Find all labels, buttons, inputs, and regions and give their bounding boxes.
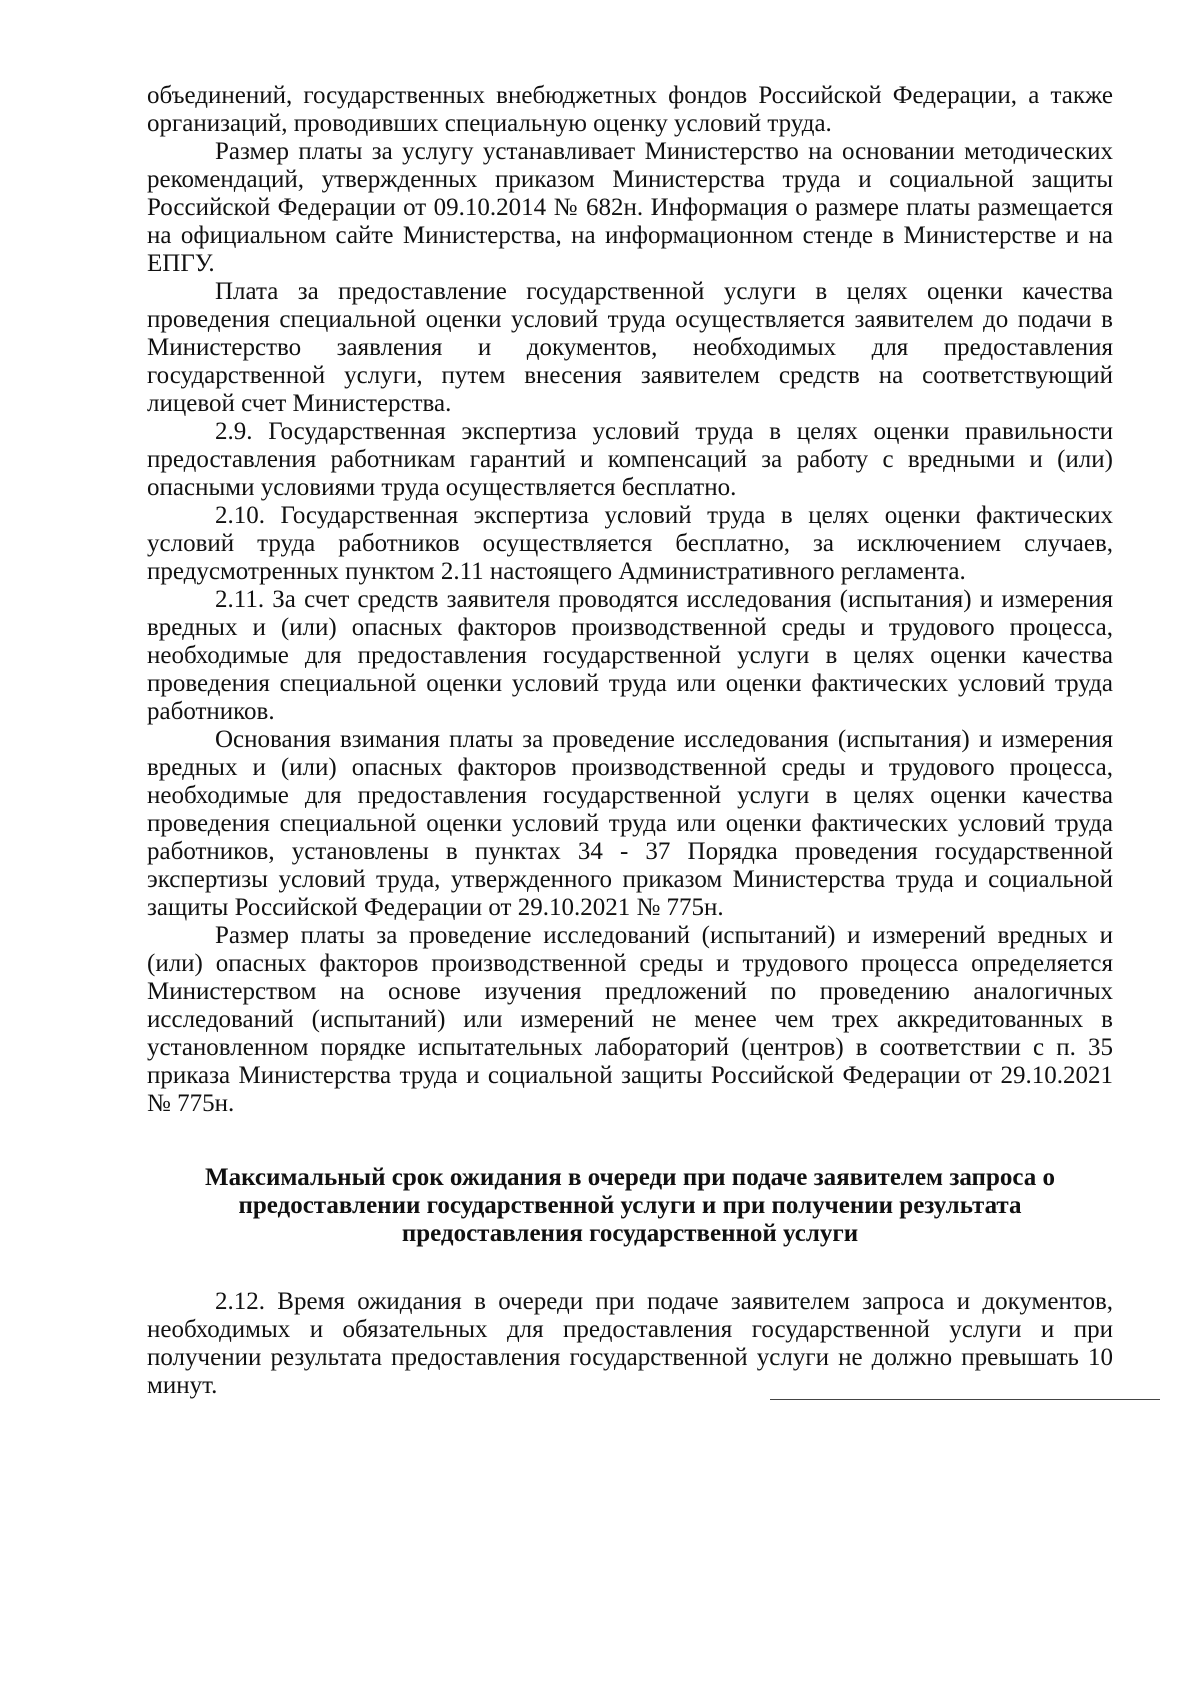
section-heading: Максимальный срок ожидания в очереди при подаче заявителем запроса о предоставлении государственной услуги и при получении результата предоставления государственной услуги	[204, 1164, 1055, 1247]
paragraph-fee-grounds: Основания взимания платы за проведение исследования (испытания) и измерения вредных и (или) опасных факторов производственной среды и трудового процесса, необходимые для предоставления государственной услуги в целях оценки качества проведения специальной оценки условий труда или оценки фактических условий труда работников, установлены в пунктах 34 - 37 Порядка проведения государственной экспертизы условий труда, утвержденного приказом Министерства труда и социальной защиты Российской Федерации от 29.10.2021 № 775н.	[147, 726, 1113, 921]
paragraph-2-10: 2.10. Государственная экспертиза условий труда в целях оценки фактических условий труда работников осуществляется бесплатно, за исключением случаев, предусмотренных пунктом 2.11 настоящего Административного регламента.	[147, 502, 1113, 585]
paragraph-continued: объединений, государственных внебюджетных фондов Российской Федерации, а также организаций, проводивших специальную оценку условий труда.	[147, 82, 1113, 137]
paragraph-2-11: 2.11. За счет средств заявителя проводятся исследования (испытания) и измерения вредных и (или) опасных факторов производственной среды и трудового процесса, необходимые для предоставления государственной услуги в целях оценки качества проведения специальной оценки условий труда или оценки фактических условий труда работников.	[147, 586, 1113, 725]
paragraph-fee-payment: Плата за предоставление государственной услуги в целях оценки качества проведения специальной оценки условий труда осуществляется заявителем до подачи в Министерство заявления и документов, необходимых для предоставления государственной услуги, путем внесения заявителем средств на соответствующий лицевой счет Министерства.	[147, 278, 1113, 417]
paragraph-fee-size: Размер платы за услугу устанавливает Министерство на основании методических рекомендаций, утвержденных приказом Министерства труда и социальной защиты Российской Федерации от 09.10.2014 № 682н. Информация о размере платы размещается на официальном сайте Министерства, на информационном стенде в Министерстве и на ЕПГУ.	[147, 138, 1113, 277]
paragraph-fee-amount: Размер платы за проведение исследований (испытаний) и измерений вредных и (или) опасных факторов производственной среды и трудового процесса определяется Министерством на основе изучения предложений по проведению аналогичных исследований (испытаний) или измерений не менее чем трех аккредитованных в установленном порядке испытательных лабораторий (центров) в соответствии с п. 35 приказа Министерства труда и социальной защиты Российской Федерации от 29.10.2021 № 775н.	[147, 922, 1113, 1117]
paragraph-2-12: 2.12. Время ожидания в очереди при подаче заявителем запроса и документов, необходимых и обязательных для предоставления государственной услуги и при получении результата предоставления государственной услуги не должно превышать 10 минут.	[147, 1288, 1113, 1399]
separator-line	[770, 1399, 1160, 1400]
document-body	[147, 82, 1113, 1400]
paragraph-2-9: 2.9. Государственная экспертиза условий труда в целях оценки правильности предоставления работникам гарантий и компенсаций за работу с вредными и (или) опасными условиями труда осуществляется бесплатно.	[147, 418, 1113, 501]
